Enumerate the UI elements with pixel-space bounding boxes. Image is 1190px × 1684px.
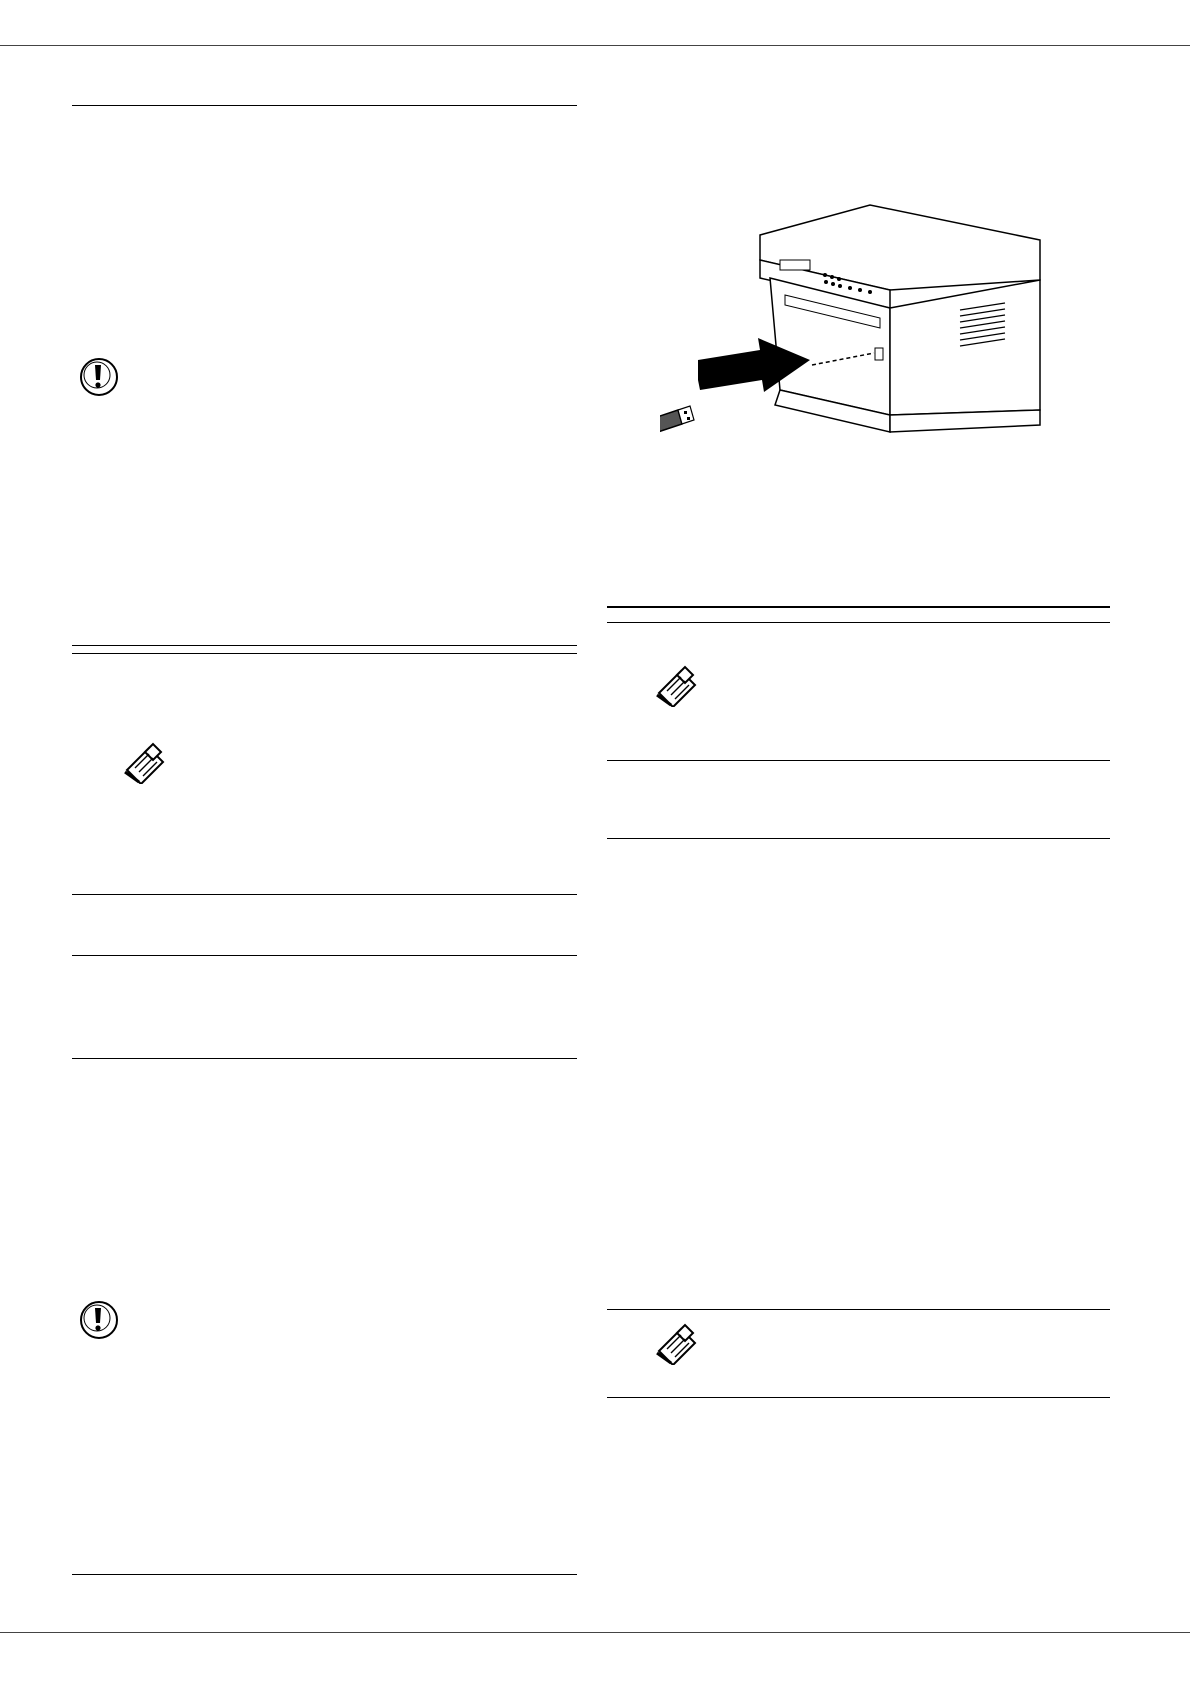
section-rule-left-5 [72, 1058, 577, 1059]
section-rule-left-2a [72, 645, 577, 646]
section-rule-right-3 [607, 760, 1110, 761]
section-rule-right-5 [607, 1309, 1110, 1310]
section-rule-left-3 [72, 894, 577, 895]
section-rule-right-1 [607, 606, 1110, 608]
warning-icon [78, 1299, 120, 1341]
printer-usb-illustration [660, 200, 1060, 460]
note-icon [655, 1323, 703, 1365]
page-footer-rule [0, 1632, 1190, 1633]
page-header-rule [0, 45, 1190, 46]
section-rule-left-1 [72, 105, 577, 106]
warning-icon [78, 356, 120, 398]
note-icon [123, 742, 171, 784]
section-rule-right-2 [607, 622, 1110, 623]
section-rule-left-2b [72, 653, 577, 654]
section-rule-right-4 [607, 838, 1110, 839]
section-rule-left-6 [72, 1574, 577, 1575]
section-rule-left-4 [72, 955, 577, 956]
note-icon [655, 665, 703, 707]
section-rule-right-6 [607, 1397, 1110, 1398]
